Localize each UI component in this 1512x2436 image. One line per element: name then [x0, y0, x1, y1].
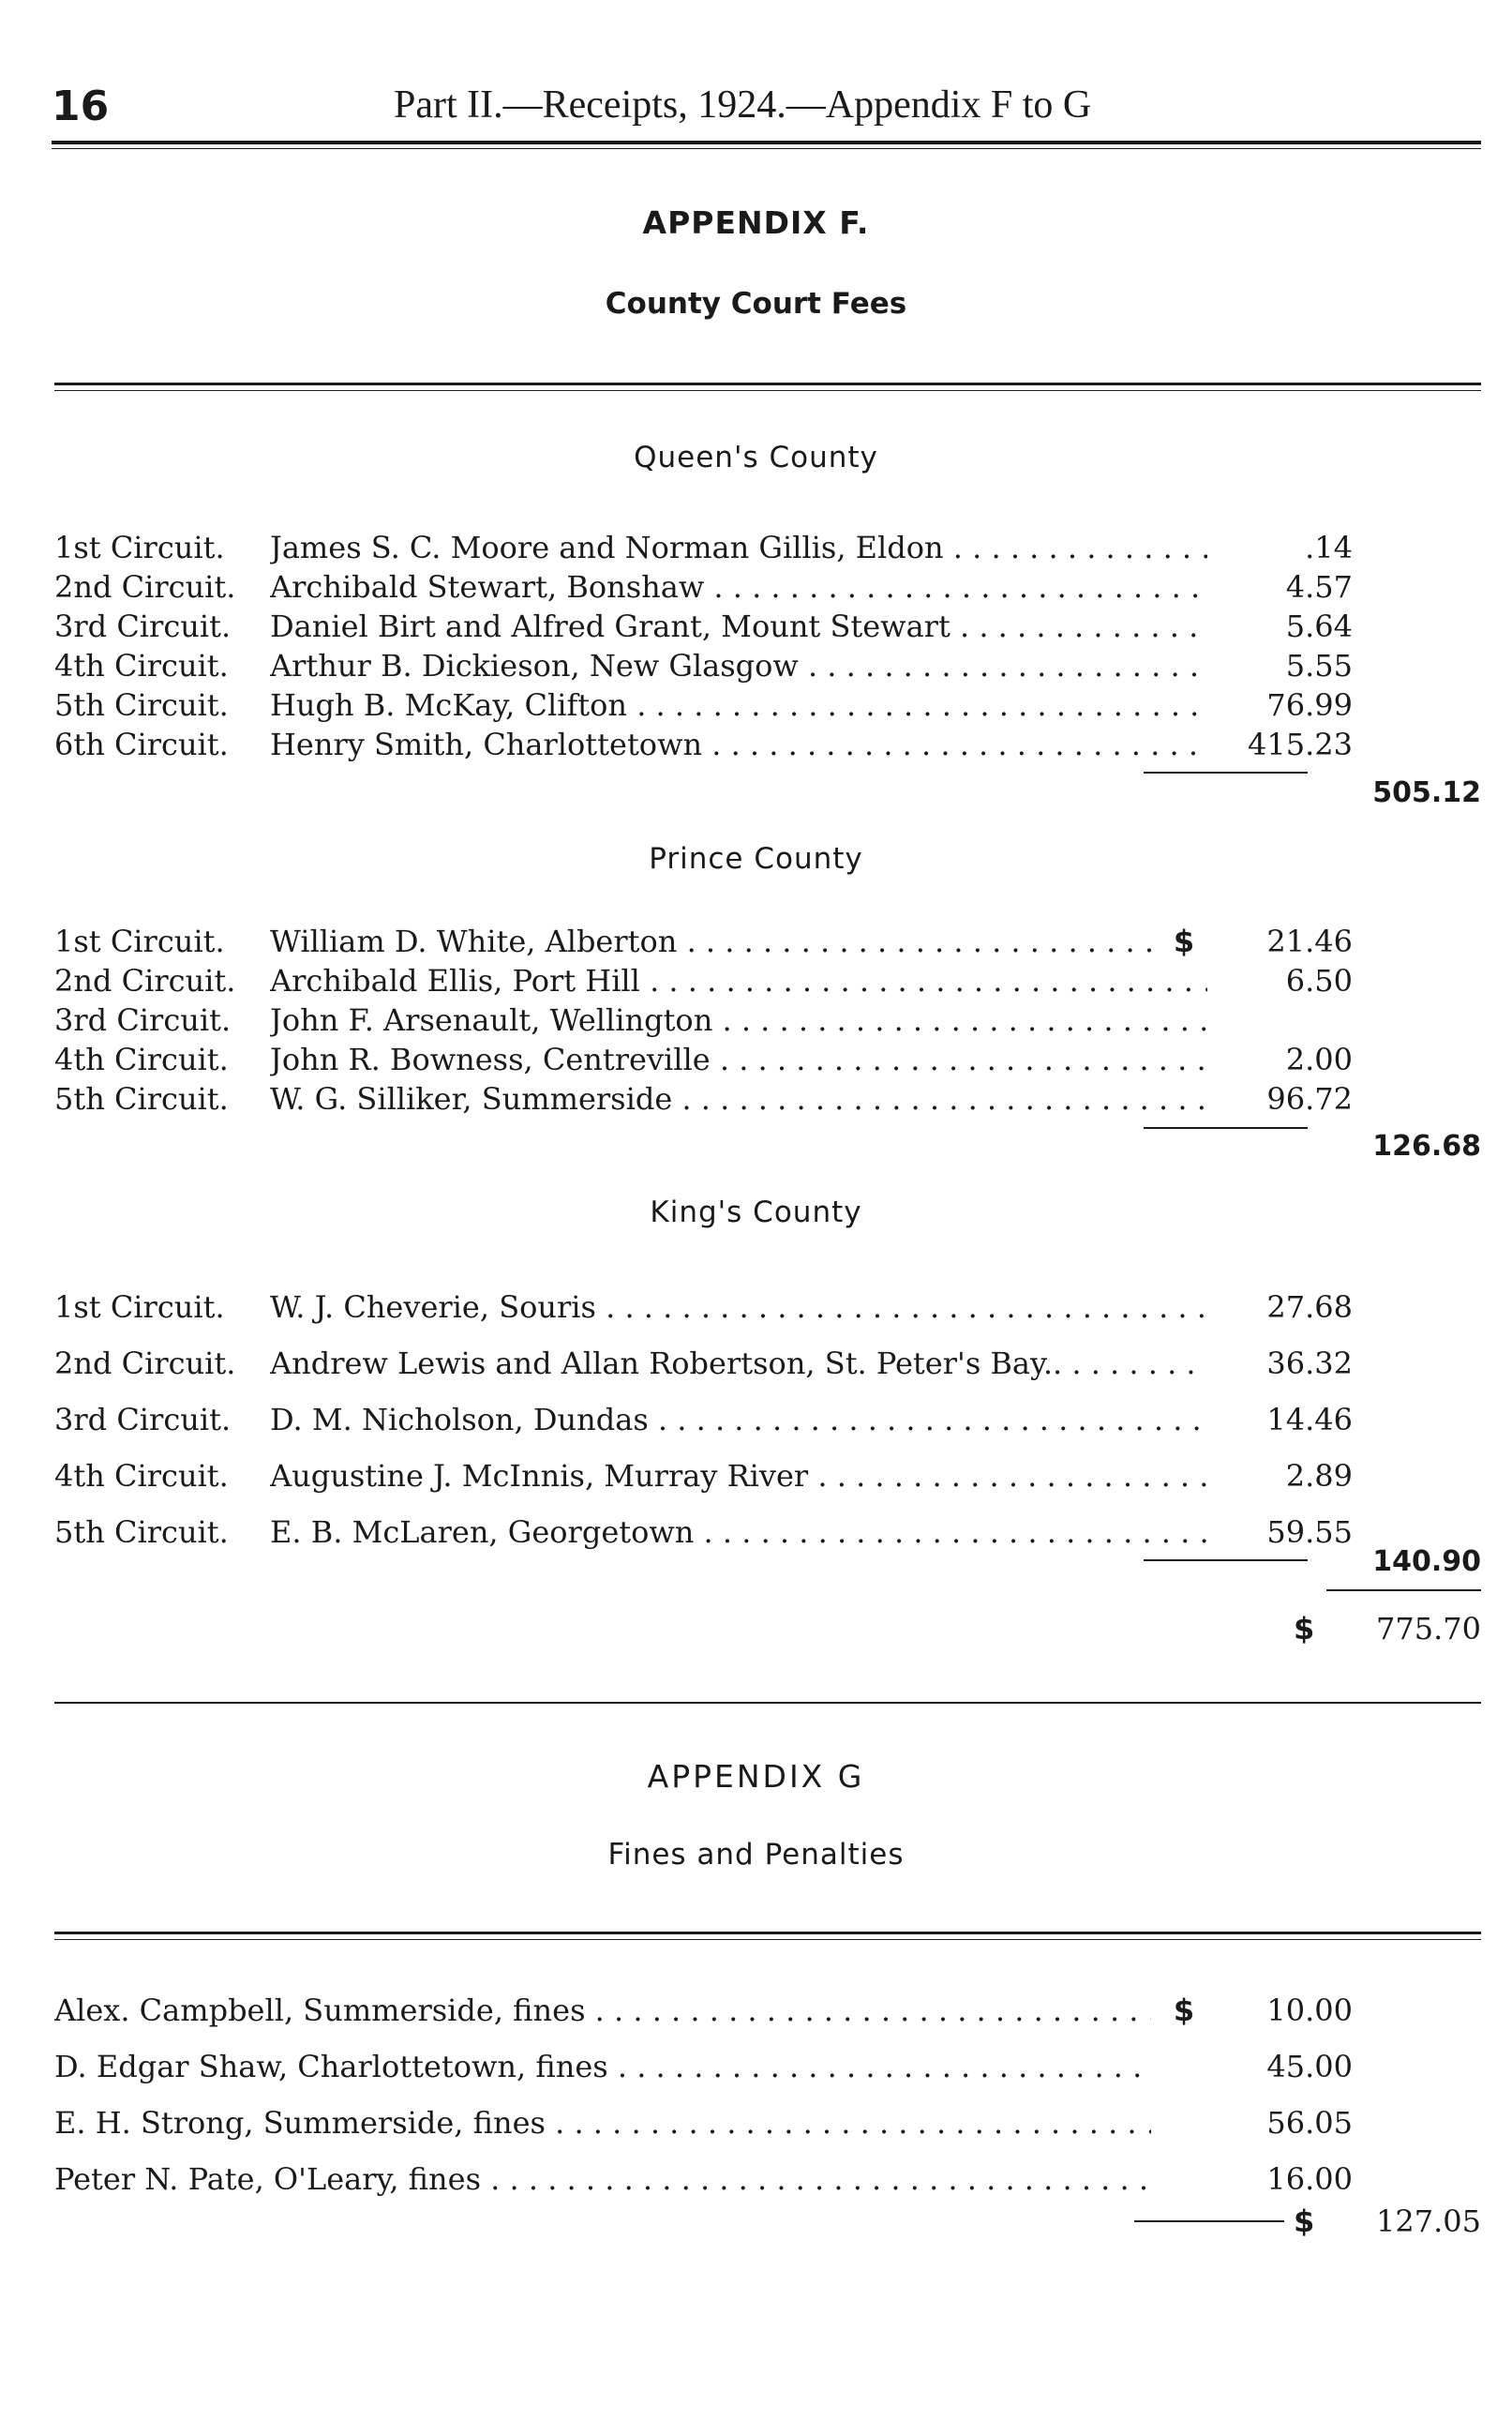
page-number: 16 — [52, 83, 110, 130]
queens-subtotal: 505.12 — [1372, 776, 1481, 809]
fee-amount: .14 — [1305, 530, 1353, 565]
fee-amount: 76.99 — [1266, 687, 1353, 723]
circuit-label: 1st Circuit. — [54, 924, 225, 959]
circuit-label: 4th Circuit. — [54, 1042, 229, 1077]
header-rule — [52, 141, 1481, 144]
circuit-label: 5th Circuit. — [54, 687, 229, 723]
circuit-label: 6th Circuit. — [54, 727, 229, 762]
table-row — [54, 648, 1479, 685]
fine-amount: 45.00 — [1266, 2049, 1353, 2084]
section-divider — [54, 1702, 1481, 1704]
table-row — [54, 2161, 1479, 2199]
fine-amount: 10.00 — [1266, 1992, 1353, 2028]
table-row — [54, 2049, 1479, 2086]
fee-amount: 96.72 — [1266, 1081, 1353, 1117]
circuit-label: 3rd Circuit. — [54, 1002, 232, 1038]
table-row — [54, 1081, 1479, 1119]
court-officer: W. J. Cheverie, Souris . . . — [270, 1289, 1207, 1325]
fee-amount: 36.32 — [1266, 1346, 1353, 1381]
circuit-label: 4th Circuit. — [54, 648, 229, 684]
court-officer: William D. White, Alberton . . . — [270, 924, 1207, 959]
circuit-label: 2nd Circuit. — [54, 569, 236, 605]
appendix-f-title: APPENDIX F. — [642, 204, 870, 241]
table-row — [54, 569, 1479, 607]
table-row — [54, 727, 1479, 764]
sum-rule — [1134, 2220, 1284, 2222]
prince-county-heading: Prince County — [649, 842, 863, 876]
sum-rule — [1144, 1127, 1308, 1129]
court-officer: Archibald Stewart, Bonshaw . . . — [270, 569, 1207, 605]
kings-county-heading: King's County — [650, 1195, 862, 1229]
circuit-label: 4th Circuit. — [54, 1458, 229, 1494]
dollar-sign: $ — [1151, 1992, 1217, 2028]
table-row — [54, 1992, 1479, 2030]
fee-amount: 5.64 — [1285, 609, 1353, 644]
table-row — [54, 2105, 1479, 2143]
table-row — [54, 1402, 1479, 1439]
dollar-sign: $ — [1151, 924, 1217, 959]
fee-amount: 14.46 — [1266, 1402, 1353, 1437]
circuit-label: 5th Circuit. — [54, 1081, 229, 1117]
table-row — [54, 963, 1479, 1000]
court-officer: John R. Bowness, Centreville . . . — [270, 1042, 1207, 1077]
circuit-label: 5th Circuit. — [54, 1514, 229, 1550]
fines-total: 127.05 — [1376, 2203, 1481, 2239]
grand-total-rule — [1326, 1589, 1481, 1591]
table-row — [54, 1346, 1479, 1383]
table-row — [54, 1514, 1479, 1552]
court-officer: Augustine J. McInnis, Murray River . . . — [270, 1458, 1207, 1494]
fee-amount: 27.68 — [1266, 1289, 1353, 1325]
kings-subtotal: 140.90 — [1372, 1545, 1481, 1578]
fee-amount: 59.55 — [1266, 1514, 1353, 1550]
fee-amount: 4.57 — [1285, 569, 1353, 605]
queens-county-heading: Queen's County — [634, 441, 878, 474]
court-officer: E. B. McLaren, Georgetown . . . — [270, 1514, 1207, 1550]
fine-amount: 56.05 — [1266, 2105, 1353, 2141]
fee-amount: 6.50 — [1285, 963, 1353, 999]
court-officer: Andrew Lewis and Allan Robertson, St. Peter's Bay.. . . . — [270, 1346, 1207, 1381]
court-officer: John F. Arsenault, Wellington . . . — [270, 1002, 1207, 1038]
appendix-f-rule-thin — [54, 390, 1481, 391]
header-rule-thin — [52, 148, 1481, 149]
grand-total: 775.70 — [1376, 1611, 1481, 1647]
fine-payer: Peter N. Pate, O'Leary, fines . . . — [54, 2161, 1151, 2197]
fee-amount: 5.55 — [1285, 648, 1353, 684]
court-officer: Arthur B. Dickieson, New Glasgow . . . — [270, 648, 1207, 684]
table-row — [54, 1289, 1479, 1327]
court-officer: Daniel Birt and Alfred Grant, Mount Stewart . . . — [270, 609, 1207, 644]
sum-rule — [1144, 1559, 1308, 1561]
table-row — [54, 687, 1479, 725]
circuit-label: 1st Circuit. — [54, 1289, 225, 1325]
circuit-label: 3rd Circuit. — [54, 1402, 232, 1437]
table-row — [54, 1002, 1479, 1040]
fine-payer: D. Edgar Shaw, Charlottetown, fines . . . — [54, 2049, 1151, 2084]
grand-total-dollar: $ — [1294, 1611, 1315, 1647]
court-officer: W. G. Silliker, Summerside . . . — [270, 1081, 1207, 1117]
fee-amount: 21.46 — [1266, 924, 1353, 959]
court-officer: Hugh B. McKay, Clifton . . . — [270, 687, 1207, 723]
table-row — [54, 530, 1479, 567]
fine-amount: 16.00 — [1266, 2161, 1353, 2197]
fine-payer: Alex. Campbell, Summerside, fines . . . — [54, 1992, 1151, 2028]
running-title: Part II.—Receipts, 1924.—Appendix F to G — [394, 83, 1092, 127]
table-row — [54, 609, 1479, 646]
table-row — [54, 1042, 1479, 1079]
fee-amount: 415.23 — [1248, 727, 1353, 762]
table-row — [54, 924, 1479, 961]
court-officer: James S. C. Moore and Norman Gillis, Eldon . . . — [270, 530, 1207, 565]
fee-amount: 2.89 — [1285, 1458, 1353, 1494]
appendix-g-rule — [54, 1932, 1481, 1934]
fine-payer: E. H. Strong, Summerside, fines . . . — [54, 2105, 1151, 2141]
table-row — [54, 1458, 1479, 1496]
appendix-f-subtitle: County Court Fees — [605, 287, 907, 321]
sum-rule — [1144, 772, 1308, 774]
appendix-f-rule — [54, 383, 1481, 385]
circuit-label: 2nd Circuit. — [54, 963, 236, 999]
fee-amount: 2.00 — [1285, 1042, 1353, 1077]
circuit-label: 1st Circuit. — [54, 530, 225, 565]
circuit-label: 3rd Circuit. — [54, 609, 232, 644]
court-officer: Archibald Ellis, Port Hill . . . — [270, 963, 1207, 999]
appendix-g-subtitle: Fines and Penalties — [607, 1838, 905, 1872]
court-officer: Henry Smith, Charlottetown . . . — [270, 727, 1207, 762]
court-officer: D. M. Nicholson, Dundas . . . — [270, 1402, 1207, 1437]
fines-total-dollar: $ — [1294, 2203, 1315, 2239]
appendix-g-rule-thin — [54, 1939, 1481, 1940]
circuit-label: 2nd Circuit. — [54, 1346, 236, 1381]
appendix-g-title: APPENDIX G — [647, 1758, 865, 1795]
prince-subtotal: 126.68 — [1372, 1130, 1481, 1163]
